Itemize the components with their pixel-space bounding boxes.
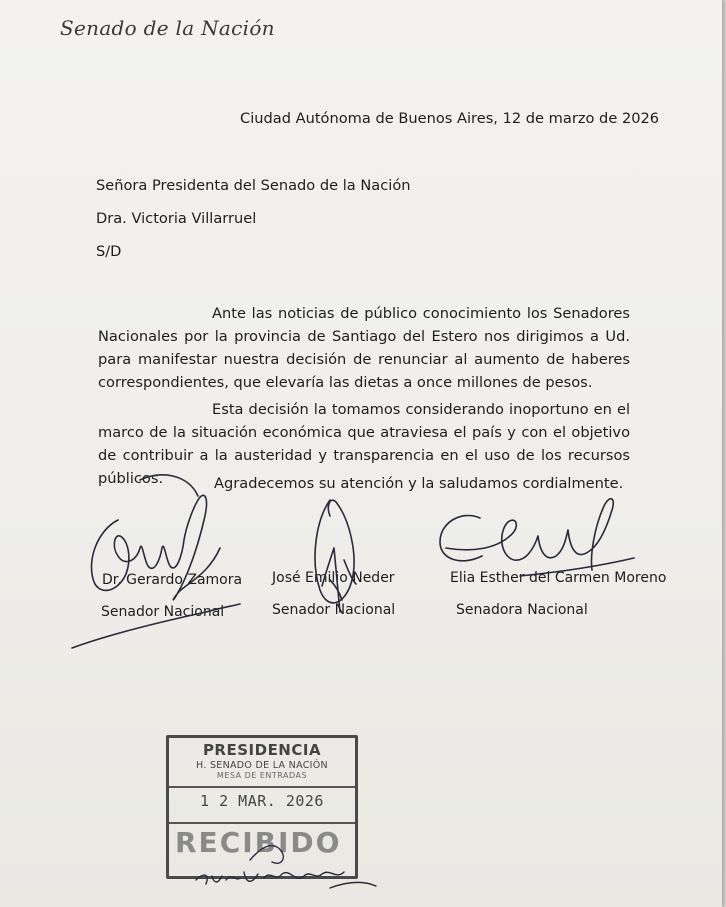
stamp-handwritten-signature xyxy=(196,846,376,888)
recipient-name: Dra. Victoria Villarruel xyxy=(96,210,257,227)
recipient-title: Señora Presidenta del Senado de la Nación xyxy=(96,177,411,194)
signatory-title-1: Senador Nacional xyxy=(101,604,225,620)
signatory-title-3: Senadora Nacional xyxy=(456,602,588,618)
stamp-header: PRESIDENCIA xyxy=(202,741,322,759)
stamp-small-text: MESA DE ENTRADAS xyxy=(216,771,308,780)
signatory-name-2: José Emilio Neder xyxy=(272,570,395,586)
signatory-name-1: Dr. Gerardo Zamora xyxy=(102,572,243,588)
stamp-subheader: H. SENADO DE LA NACIÓN xyxy=(196,760,328,771)
recipient-sd: S/D xyxy=(96,243,122,260)
stamp-status: RECIBIDO xyxy=(175,826,342,859)
signatory-name-3: Elia Esther del Carmen Moreno xyxy=(450,570,667,586)
signatory-title-2: Senador Nacional xyxy=(272,602,396,618)
body-paragraph-2: Esta decisión la tomamos considerando inoportuno en el marco de la situación económica que atraviesa el país y con el objetivo de contribuir a la austeridad y transparencia en el uso de los recursos públicos. xyxy=(98,401,630,487)
stamp-date: 1 2 MAR. 2026 xyxy=(200,792,324,810)
body-paragraph-1: Ante las noticias de público conocimiento los Senadores Nacionales por la provincia de Santiago del Estero nos dirigimos a Ud. para manifestar nuestra decisión de renunciar al aumento de haberes correspondientes, que elevaría las dietas a once millones de pesos. xyxy=(98,305,630,391)
letterhead: Senado de la Nación xyxy=(60,16,275,40)
closing-line: Agradecemos su atención y la saludamos cordialmente. xyxy=(214,475,624,492)
date-line: Ciudad Autónoma de Buenos Aires, 12 de marzo de 2026 xyxy=(240,110,660,127)
